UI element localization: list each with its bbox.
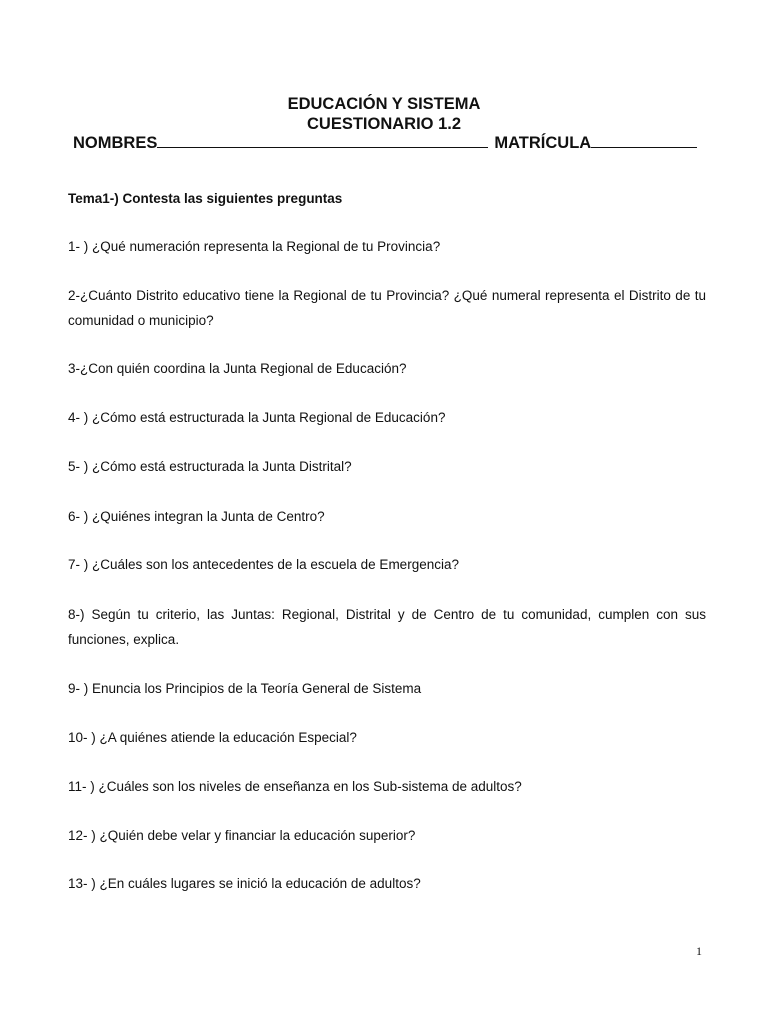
question-4: 4- ) ¿Cómo está estructurada la Junta Regional de Educación? xyxy=(68,410,446,425)
question-10: 10- ) ¿A quiénes atiende la educación Especial? xyxy=(68,730,357,745)
names-blank-line xyxy=(157,133,488,148)
question-5: 5- ) ¿Cómo está estructurada la Junta Distrital? xyxy=(68,459,352,474)
question-9: 9- ) Enuncia los Principios de la Teoría General de Sistema xyxy=(68,681,422,696)
document-subtitle: CUESTIONARIO 1.2 xyxy=(306,115,462,133)
document-title: EDUCACIÓN Y SISTEMA xyxy=(287,95,481,113)
page-number: 1 xyxy=(696,944,702,958)
names-label: NOMBRES xyxy=(73,134,158,152)
question-8: 8-) Según tu criterio, las Juntas: Regional, Distrital y de Centro de tu comunidad, cumplen con sus funciones, explica. xyxy=(68,607,706,647)
question-13: 13- ) ¿En cuáles lugares se inició la educación de adultos? xyxy=(68,876,421,891)
topic-heading: Tema1-) Contesta las siguientes preguntas xyxy=(68,191,343,206)
document-header xyxy=(0,94,768,134)
question-2: 2-¿Cuánto Distrito educativo tiene la Regional de tu Provincia? ¿Qué numeral representa el Distrito de tu comunidad o municipio? xyxy=(68,288,706,328)
question-12: 12- ) ¿Quién debe velar y financiar la educación superior? xyxy=(68,828,416,843)
question-11: 11- ) ¿Cuáles son los niveles de enseñanza en los Sub-sistema de adultos? xyxy=(68,779,522,794)
question-6: 6- ) ¿Quiénes integran la Junta de Centro? xyxy=(68,509,325,524)
student-info-line xyxy=(73,133,733,153)
question-1: 1- ) ¿Qué numeración representa la Regional de tu Provincia? xyxy=(68,239,441,254)
question-3: 3-¿Con quién coordina la Junta Regional de Educación? xyxy=(68,361,407,376)
id-label: MATRÍCULA xyxy=(494,134,592,152)
id-blank-line xyxy=(591,133,697,148)
question-7: 7- ) ¿Cuáles son los antecedentes de la escuela de Emergencia? xyxy=(68,557,459,572)
